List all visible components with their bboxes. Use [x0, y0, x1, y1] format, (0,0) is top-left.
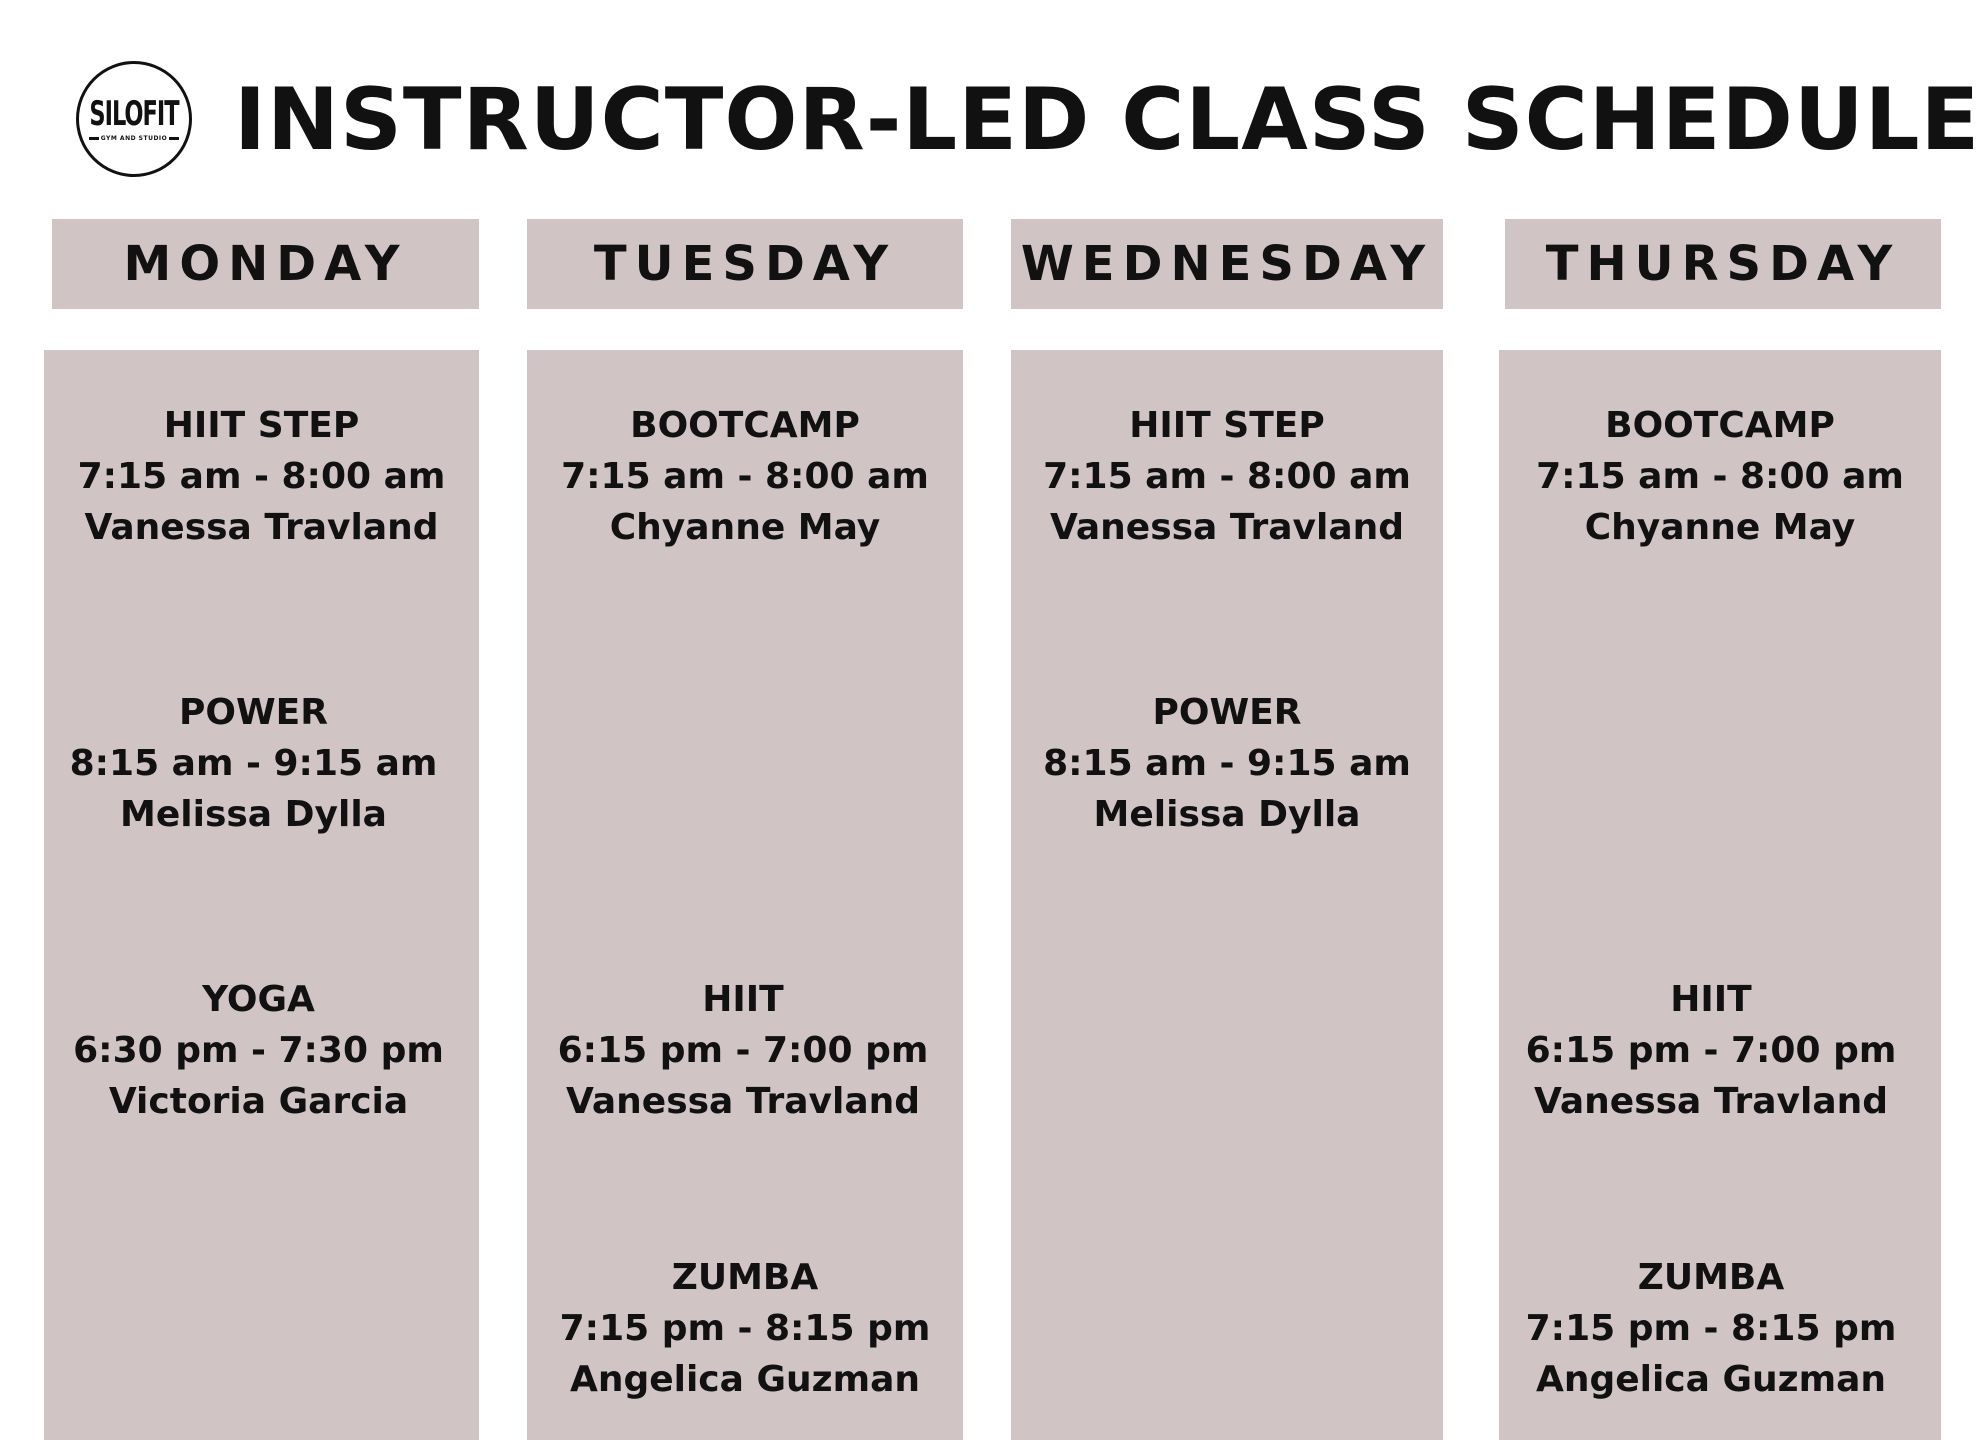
class-entry: [527, 400, 963, 553]
dumbbell-bar-left: [89, 137, 99, 140]
class-instructor: Angelica Guzman: [1535, 1359, 1887, 1400]
class-name: ZUMBA: [671, 1257, 819, 1298]
page-title: INSTRUCTOR-LED CLASS SCHEDULE: [234, 70, 1980, 170]
logo-wordmark: SILOFIT: [89, 93, 179, 133]
class-time: 7:15 am - 8:00 am: [561, 456, 929, 497]
class-name: POWER: [178, 692, 328, 733]
class-instructor: Vanessa Travland: [1533, 1081, 1889, 1122]
day-column-thursday: [1499, 350, 1941, 1440]
class-instructor: Chyanne May: [609, 507, 881, 548]
class-time: 7:15 am - 8:00 am: [1043, 456, 1411, 497]
day-header-tuesday: TUESDAY: [527, 219, 963, 309]
class-time: 7:15 pm - 8:15 pm: [1525, 1308, 1897, 1349]
class-time: 6:30 pm - 7:30 pm: [73, 1030, 444, 1071]
class-instructor: Melissa Dylla: [1093, 794, 1361, 835]
class-time: 7:15 am - 8:00 am: [1536, 456, 1904, 497]
class-entry: [1490, 974, 1932, 1127]
class-instructor: Angelica Guzman: [569, 1359, 921, 1400]
class-name: BOOTCAMP: [1605, 405, 1835, 446]
class-entry: [44, 400, 479, 553]
class-name: HIIT: [702, 979, 784, 1020]
class-time: 7:15 pm - 8:15 pm: [559, 1308, 931, 1349]
day-header-wednesday: WEDNESDAY: [1011, 219, 1443, 309]
dumbbell-bar-right: [169, 137, 179, 140]
day-column-tuesday: [527, 350, 963, 1440]
class-time: 6:15 pm - 7:00 pm: [557, 1030, 929, 1071]
class-entry: [1490, 1252, 1932, 1405]
class-name: BOOTCAMP: [630, 405, 860, 446]
day-column-wednesday: [1011, 350, 1443, 1440]
logo-subtext: GYM AND STUDIO: [100, 134, 168, 142]
class-name: HIIT STEP: [163, 405, 360, 446]
class-entry: [1011, 687, 1443, 840]
logo-tagline: [89, 136, 180, 142]
class-name: ZUMBA: [1637, 1257, 1785, 1298]
class-instructor: Melissa Dylla: [120, 794, 387, 835]
class-name: YOGA: [202, 979, 315, 1020]
class-name: POWER: [1152, 692, 1302, 733]
class-instructor: Vanessa Travland: [1049, 507, 1405, 548]
class-time: 7:15 am - 8:00 am: [77, 456, 446, 497]
class-entry: [41, 974, 476, 1127]
class-entry: [525, 974, 961, 1127]
day-header-thursday: THURSDAY: [1505, 219, 1941, 309]
class-entry: [1011, 400, 1443, 553]
class-instructor: Victoria Garcia: [108, 1081, 409, 1122]
class-instructor: Chyanne May: [1584, 507, 1856, 548]
class-time: 8:15 am - 9:15 am: [69, 743, 438, 784]
class-entry: [527, 1252, 963, 1405]
class-name: HIIT: [1670, 979, 1752, 1020]
class-entry: [1499, 400, 1941, 553]
day-column-monday: [44, 350, 479, 1440]
class-name: HIIT STEP: [1129, 405, 1325, 446]
day-header-monday: MONDAY: [52, 219, 479, 309]
class-time: 8:15 am - 9:15 am: [1043, 743, 1411, 784]
class-time: 6:15 pm - 7:00 pm: [1525, 1030, 1897, 1071]
class-instructor: Vanessa Travland: [565, 1081, 921, 1122]
class-instructor: Vanessa Travland: [84, 507, 439, 548]
silofit-logo: [76, 61, 192, 177]
class-entry: [36, 687, 471, 840]
